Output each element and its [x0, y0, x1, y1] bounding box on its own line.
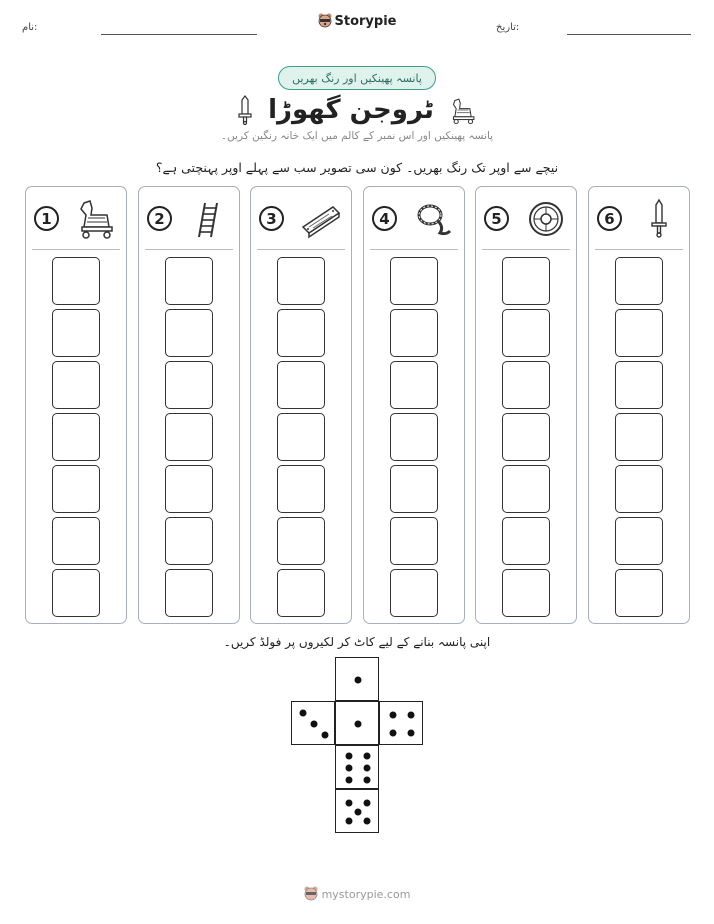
color-cell[interactable]	[165, 413, 213, 461]
color-cell[interactable]	[502, 413, 550, 461]
activity-badge-label: پانسہ پھینکیں اور رنگ بھریں	[292, 71, 422, 85]
dice-pip	[355, 721, 362, 728]
color-cell[interactable]	[165, 309, 213, 357]
color-cell[interactable]	[277, 309, 325, 357]
color-cell[interactable]	[502, 361, 550, 409]
dice-pip	[363, 800, 370, 807]
color-cell[interactable]	[277, 465, 325, 513]
color-cell[interactable]	[277, 361, 325, 409]
color-cell[interactable]	[615, 309, 663, 357]
rope-icon	[412, 197, 456, 241]
dice-pip	[346, 752, 353, 759]
color-cell[interactable]	[165, 257, 213, 305]
color-cell[interactable]	[390, 569, 438, 617]
column-number: 3	[259, 206, 284, 231]
dice-face	[379, 701, 423, 745]
column-1	[25, 186, 127, 624]
color-cell[interactable]	[502, 465, 550, 513]
dice-pip	[363, 817, 370, 824]
column-number: 1	[34, 206, 59, 231]
color-cell[interactable]	[165, 465, 213, 513]
color-cell[interactable]	[277, 413, 325, 461]
dice-pip	[363, 752, 370, 759]
column-number: 6	[597, 206, 622, 231]
color-cell[interactable]	[390, 465, 438, 513]
color-cell[interactable]	[390, 257, 438, 305]
column-number: 2	[147, 206, 172, 231]
color-cell[interactable]	[502, 257, 550, 305]
color-cell[interactable]	[615, 517, 663, 565]
color-cell[interactable]	[390, 309, 438, 357]
column-4	[363, 186, 465, 624]
color-cell[interactable]	[52, 413, 100, 461]
color-cell[interactable]	[52, 465, 100, 513]
footer-url: mystorypie.com	[321, 887, 411, 901]
color-cell[interactable]	[502, 517, 550, 565]
date-line[interactable]	[567, 34, 691, 35]
dice-pip	[355, 809, 362, 816]
activity-badge	[278, 66, 436, 90]
column-5	[475, 186, 577, 624]
wooden-plank-icon	[299, 197, 343, 241]
color-cell[interactable]	[502, 309, 550, 357]
dice-pip	[407, 712, 414, 719]
shield-icon	[524, 197, 568, 241]
bear-mascot-icon	[304, 886, 318, 902]
dice-pip	[311, 721, 318, 728]
subtitle: پانسہ پھینکیں اور اس نمبر کے کالم میں ایک خانہ رنگین کریں۔	[220, 130, 494, 142]
dice-pip	[346, 817, 353, 824]
name-label: نام:	[22, 22, 38, 33]
dice-face	[291, 701, 335, 745]
color-cell[interactable]	[277, 257, 325, 305]
date-label: تاریخ:	[496, 22, 520, 33]
color-cell[interactable]	[52, 569, 100, 617]
color-cell[interactable]	[390, 517, 438, 565]
column-6	[588, 186, 690, 624]
color-cell[interactable]	[52, 257, 100, 305]
title-row	[0, 92, 714, 128]
ladder-icon	[187, 197, 231, 241]
trojan-horse-icon	[448, 94, 478, 126]
bear-mascot-icon	[318, 13, 332, 29]
color-cell[interactable]	[615, 569, 663, 617]
sword-icon	[236, 95, 254, 125]
color-cell[interactable]	[165, 361, 213, 409]
footer	[0, 886, 714, 902]
dice-pip	[390, 729, 397, 736]
dice-pip	[322, 732, 329, 739]
trojan-horse-icon	[74, 197, 118, 241]
dice-pip	[346, 765, 353, 772]
dice-face	[335, 745, 379, 789]
color-cell[interactable]	[165, 569, 213, 617]
color-cell[interactable]	[52, 309, 100, 357]
column-number: 4	[372, 206, 397, 231]
column-number: 5	[484, 206, 509, 231]
color-cell[interactable]	[277, 569, 325, 617]
dice-pip	[346, 777, 353, 784]
column-2	[138, 186, 240, 624]
dice-pip	[346, 800, 353, 807]
dice-pip	[300, 710, 307, 717]
dice-pip	[407, 729, 414, 736]
color-cell[interactable]	[52, 361, 100, 409]
question: نیچے سے اوپر تک رنگ بھریں۔ کون سی تصویر سب سے پہلے اوپر پہنچتی ہے؟	[155, 160, 559, 175]
color-cell[interactable]	[390, 413, 438, 461]
color-cell[interactable]	[615, 413, 663, 461]
page-title: ٹروجن گھوڑا	[268, 95, 434, 125]
color-cell[interactable]	[390, 361, 438, 409]
name-line[interactable]	[101, 34, 257, 35]
dice-face	[335, 701, 379, 745]
dice-pip	[355, 677, 362, 684]
dice-face	[335, 789, 379, 833]
color-cell[interactable]	[52, 517, 100, 565]
color-cell[interactable]	[615, 257, 663, 305]
brand-logo	[0, 13, 714, 29]
color-cell[interactable]	[615, 361, 663, 409]
column-3	[250, 186, 352, 624]
color-cell[interactable]	[502, 569, 550, 617]
dice-face	[335, 657, 379, 701]
color-cell[interactable]	[165, 517, 213, 565]
dice-pip	[390, 712, 397, 719]
sword-icon	[637, 197, 681, 241]
dice-pip	[363, 777, 370, 784]
cut-instruction: اپنی پانسہ بنانے کے لیے کاٹ کر لکیروں پر فولڈ کریں۔	[223, 635, 491, 649]
dice-pip	[363, 765, 370, 772]
color-cell[interactable]	[615, 465, 663, 513]
brand-name: Storypie	[334, 13, 397, 29]
color-cell[interactable]	[277, 517, 325, 565]
